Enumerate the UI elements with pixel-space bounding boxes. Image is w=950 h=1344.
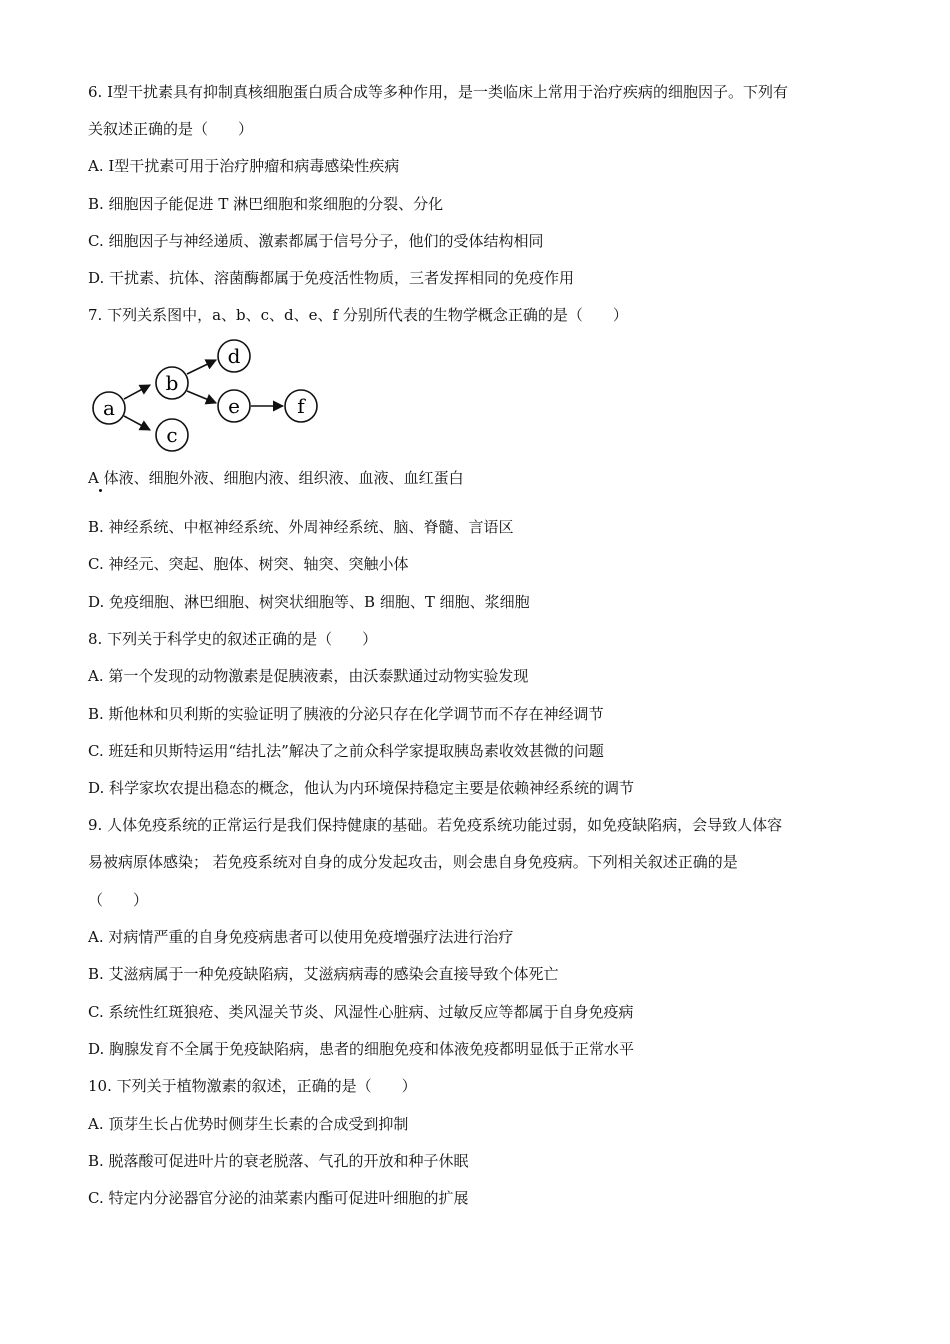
q9-option-d: D. 胸腺发育不全属于免疫缺陷病，患者的细胞免疫和体液免疫都明显低于正常水平: [88, 1040, 635, 1058]
arrow-b-d: [187, 360, 216, 374]
q6-option-b: B. 细胞因子能促进 T 淋巴细胞和浆细胞的分裂、分化: [88, 195, 444, 213]
q7-option-d: D. 免疫细胞、淋巴细胞、树突状细胞等、B 细胞、T 细胞、浆细胞: [88, 593, 530, 611]
arrow-a-b: [124, 385, 150, 399]
q8-option-d: D. 科学家坎农提出稳态的概念，他认为内环境保持稳定主要是依赖神经系统的调节: [88, 779, 635, 797]
arrow-a-c: [124, 416, 150, 430]
decorative-dot: [99, 489, 102, 492]
arrow-b-e: [187, 391, 216, 403]
q8-option-a: A. 第一个发现的动物激素是促胰液素，由沃泰默通过动物实验发现: [88, 667, 529, 685]
q6-option-d: D. 干扰素、抗体、溶菌酶都属于免疫活性物质，三者发挥相同的免疫作用: [88, 269, 575, 287]
node-c: [156, 419, 188, 451]
q6-option-a: A. I型干扰素可用于治疗肿瘤和病毒感染性疾病: [88, 157, 400, 175]
node-b-label: b: [165, 371, 179, 395]
q10-stem: 10. 下列关于植物激素的叙述，正确的是（ ）: [88, 1077, 417, 1095]
q7-option-c: C. 神经元、突起、胞体、树突、轴突、突触小体: [88, 555, 409, 573]
q9-option-a: A. 对病情严重的自身免疫病患者可以使用免疫增强疗法进行治疗: [88, 928, 514, 946]
q10-option-a: A. 顶芽生长占优势时侧芽生长素的合成受到抑制: [88, 1115, 409, 1133]
node-f: [285, 390, 317, 422]
q9-option-b: B. 艾滋病属于一种免疫缺陷病，艾滋病病毒的感染会直接导致个体死亡: [88, 965, 559, 983]
q6-stem-line1: 6. I型干扰素具有抑制真核细胞蛋白质合成等多种作用，是一类临床上常用于治疗疾病的细胞因子。下列有: [88, 83, 789, 101]
node-d: [218, 340, 250, 372]
q8-option-b: B. 斯他林和贝利斯的实验证明了胰液的分泌只存在化学调节而不存在神经调节: [88, 705, 604, 723]
node-b: [156, 367, 188, 399]
node-e: [218, 390, 250, 422]
node-c-label: c: [166, 423, 178, 447]
concept-relationship-diagram: [88, 336, 328, 460]
q7-stem: 7. 下列关系图中，a、b、c、d、e、f 分别所代表的生物学概念正确的是（ ）: [88, 306, 628, 324]
q8-option-c: C. 班廷和贝斯特运用“结扎法”解决了之前众科学家提取胰岛素收效甚微的问题: [88, 742, 604, 760]
q8-stem: 8. 下列关于科学史的叙述正确的是（ ）: [88, 630, 378, 648]
node-a-label: a: [103, 396, 115, 420]
q9-stem-line2: 易被病原体感染； 若免疫系统对自身的成分发起攻击，则会患自身免疫病。下列相关叙述正确的是: [88, 853, 738, 871]
node-e-label: e: [228, 394, 240, 418]
q9-option-c: C. 系统性红斑狼疮、类风湿关节炎、风湿性心脏病、过敏反应等都属于自身免疫病: [88, 1003, 634, 1021]
node-f-label: f: [297, 394, 305, 418]
q7-option-a: A 体液、细胞外液、细胞内液、组织液、血液、血红蛋白: [88, 469, 464, 487]
q6-option-c: C. 细胞因子与神经递质、激素都属于信号分子，他们的受体结构相同: [88, 232, 544, 250]
q6-stem-line2: 关叙述正确的是（ ）: [88, 120, 254, 138]
q10-option-b: B. 脱落酸可促进叶片的衰老脱落、气孔的开放和种子休眠: [88, 1152, 469, 1170]
node-d-label: d: [227, 344, 241, 368]
node-a: [93, 392, 125, 424]
q9-stem-line1: 9. 人体免疫系统的正常运行是我们保持健康的基础。若免疫系统功能过弱，如免疫缺陷病，会导致人体容: [88, 816, 783, 834]
q7-option-b: B. 神经系统、中枢神经系统、外周神经系统、脑、脊髓、言语区: [88, 518, 514, 536]
q9-stem-line3: （ ）: [88, 891, 149, 909]
q10-option-c: C. 特定内分泌器官分泌的油菜素内酯可促进叶细胞的扩展: [88, 1189, 469, 1207]
